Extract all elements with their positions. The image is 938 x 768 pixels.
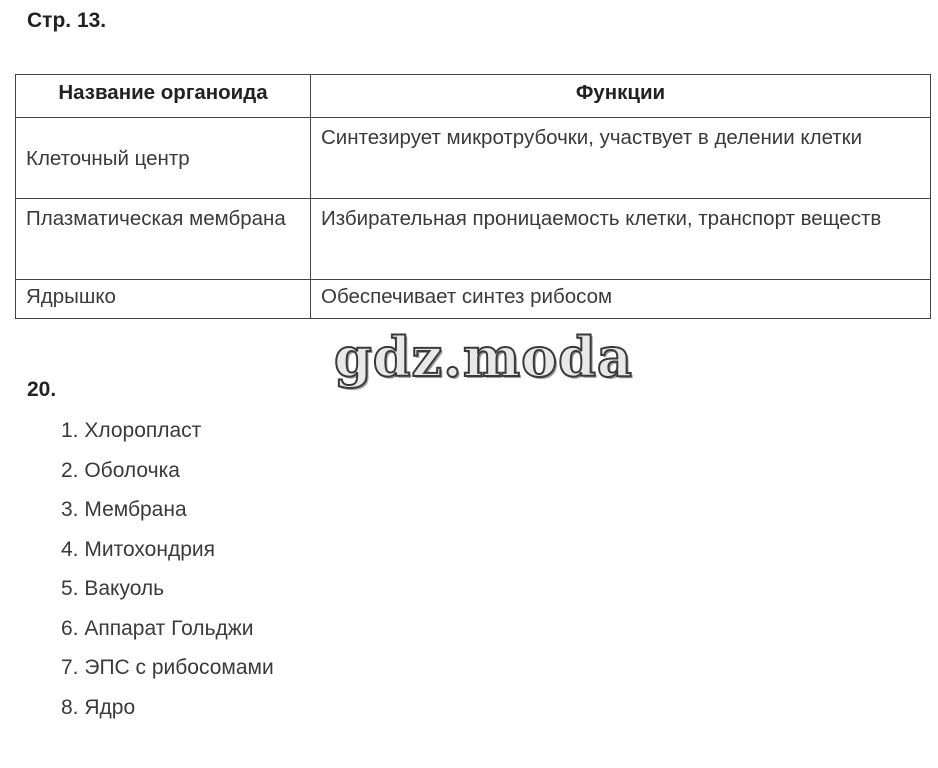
list-item: 4. Митохондрия xyxy=(61,537,215,561)
list-item: 5. Вакуоль xyxy=(61,577,165,600)
table-row xyxy=(16,118,931,199)
answer-list xyxy=(61,413,274,729)
task-number: 20. xyxy=(27,378,57,401)
table-row xyxy=(16,280,931,319)
list-item: 8. Ядро xyxy=(61,695,136,719)
column-header-name: Название органоида xyxy=(16,75,311,118)
organoid-name-cell: Ядрышко xyxy=(16,280,311,319)
list-item: 1. Хлоропласт xyxy=(61,419,202,442)
organoid-name-cell: Клеточный центр xyxy=(16,118,311,199)
organoid-function-cell: Обеспечивает синтез рибосом xyxy=(311,280,931,319)
page-heading: Стр. 13. xyxy=(27,9,107,32)
organoid-table xyxy=(15,74,931,319)
watermark-logo: gdz.moda xyxy=(334,325,633,389)
list-item: 7. ЭПС с рибосомами xyxy=(61,656,274,679)
list-item: 6. Аппарат Гольджи xyxy=(61,616,254,640)
table-header-row xyxy=(16,75,931,118)
organoid-function-cell: Избирательная проницаемость клетки, транспорт веществ xyxy=(311,199,931,280)
organoid-name-cell: Плазматическая мембрана xyxy=(16,199,311,280)
organoid-function-cell: Синтезирует микротрубочки, участвует в делении клетки xyxy=(311,118,931,199)
list-item: 3. Мембрана xyxy=(61,498,187,521)
column-header-functions: Функции xyxy=(311,75,931,118)
table-row xyxy=(16,199,931,280)
list-item: 2. Оболочка xyxy=(61,458,180,482)
